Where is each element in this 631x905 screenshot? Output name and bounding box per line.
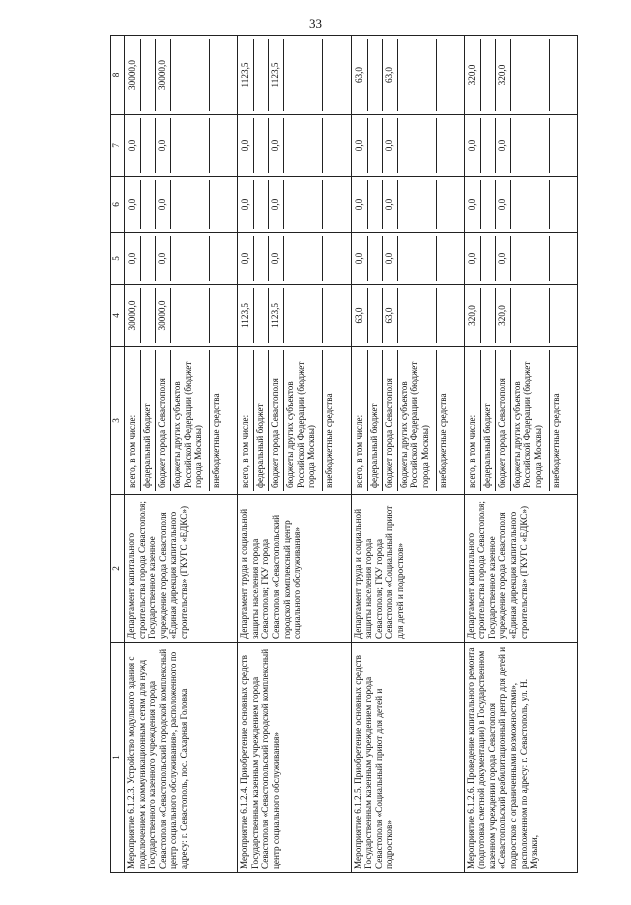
- rotated-table-frame: [110, 36, 578, 873]
- amount-value: 0,0: [466, 236, 481, 281]
- table-header: [111, 36, 125, 873]
- amount-value: [323, 118, 337, 173]
- funding-source-name: внебюджетные средства: [211, 393, 221, 488]
- amount-value: 1123,5: [239, 288, 254, 343]
- column-header-6: 6: [111, 177, 125, 233]
- amount-value: 0,0: [466, 180, 481, 229]
- amount-cell-8: [351, 36, 464, 115]
- amount-value: 0,0: [353, 236, 368, 281]
- amount-cell-7: [464, 115, 577, 177]
- executor-cell: Департамент капитального строительства города Севастополя; Государственное казенное учреждение города Севастополя «Единая дирекция капитального строительства» (ГКУГС «ЕДКС»): [464, 495, 577, 643]
- amount-value: [323, 288, 337, 343]
- table-row: [351, 36, 464, 873]
- table-region: [110, 36, 578, 873]
- amount-value: [323, 180, 337, 229]
- amount-value: 0,0: [496, 180, 511, 229]
- amount-value: [368, 236, 383, 281]
- amount-value: [284, 236, 323, 281]
- amount-value: 0,0: [156, 180, 171, 229]
- column-header-1: 1: [111, 643, 125, 873]
- funding-source-name: бюджет города Севастополя: [156, 350, 171, 491]
- amount-value: 63,0: [353, 39, 368, 111]
- amount-cell-4: [125, 285, 238, 347]
- funding-source-name: всего, в том числе:: [239, 350, 254, 491]
- amount-cell-7: [238, 115, 351, 177]
- amount-value: [210, 118, 224, 173]
- funding-source-name: всего, в том числе:: [353, 350, 368, 491]
- funding-source-name: федеральный бюджет: [254, 350, 269, 491]
- amount-value: 0,0: [383, 236, 398, 281]
- amount-value: [481, 288, 496, 343]
- amount-value: [210, 288, 224, 343]
- measure-cell: Мероприятие 6.1.2.4. Приобретение основных средств Государственным казенным учреждением города Севастополя «Севастопольский городской комплексный центр социального обслуживания»: [238, 643, 351, 873]
- amount-value: 0,0: [383, 180, 398, 229]
- amount-value: [368, 288, 383, 343]
- amount-value: [398, 236, 437, 281]
- executor-cell: Департамент капитального строительства города Севастополя; Государственное казенное учреждение города Севастополя «Единая дирекция капитального строительства» (ГКУГС «ЕДКС»): [125, 495, 238, 643]
- amount-value: [171, 118, 210, 173]
- amount-value: 0,0: [496, 118, 511, 173]
- funding-source-name: бюджеты других субъектов Российской Федерации (бюджет города Москвы): [398, 350, 437, 491]
- amount-value: 1123,5: [269, 39, 284, 111]
- amount-value: 0,0: [156, 236, 171, 281]
- amount-value: [368, 180, 383, 229]
- amount-value: 63,0: [353, 288, 368, 343]
- amount-value: 0,0: [239, 180, 254, 229]
- amount-value: 63,0: [383, 288, 398, 343]
- column-header-4: 4: [111, 285, 125, 347]
- amount-value: [254, 180, 269, 229]
- funding-source-name: федеральный бюджет: [368, 350, 383, 491]
- funding-source-cell: [351, 347, 464, 495]
- amount-value: 320,0: [466, 39, 481, 111]
- amount-cell-7: [351, 115, 464, 177]
- amount-value: 0,0: [353, 180, 368, 229]
- funding-source-name: федеральный бюджет: [141, 350, 156, 491]
- amount-cell-6: [238, 177, 351, 233]
- column-header-3: 3: [111, 347, 125, 495]
- amount-value: [511, 288, 550, 343]
- amount-value: [398, 118, 437, 173]
- table-row: [464, 36, 577, 873]
- amount-value: [550, 288, 564, 343]
- amount-cell-5: [125, 233, 238, 285]
- amount-value: 30000,0: [126, 288, 141, 343]
- amount-value: 320,0: [496, 39, 511, 111]
- amount-value: [171, 39, 210, 111]
- amount-value: 0,0: [126, 236, 141, 281]
- amount-value: [398, 288, 437, 343]
- funding-source-cell: [238, 347, 351, 495]
- funding-source-name: бюджет города Севастополя: [269, 350, 284, 491]
- funding-source-name: бюджеты других субъектов Российской Федерации (бюджет города Москвы): [511, 350, 550, 491]
- funding-source-name: федеральный бюджет: [481, 350, 496, 491]
- amount-value: [141, 39, 156, 111]
- amount-value: [284, 288, 323, 343]
- amount-value: [398, 39, 437, 111]
- amount-value: 30000,0: [126, 39, 141, 111]
- amount-value: [323, 236, 337, 281]
- amount-cell-6: [351, 177, 464, 233]
- amount-value: [254, 118, 269, 173]
- table-row: [125, 36, 238, 873]
- amount-value: [284, 180, 323, 229]
- column-header-5: 5: [111, 233, 125, 285]
- amount-cell-5: [238, 233, 351, 285]
- funding-source-name: всего, в том числе:: [466, 350, 481, 491]
- amount-value: [481, 39, 496, 111]
- amount-value: [550, 180, 564, 229]
- column-number-row: [111, 36, 125, 873]
- measure-cell: Мероприятие 6.1.2.5. Приобретение основных средств Государственным казенным учреждением города Севастополя «Социальный приют для детей и подростков»: [351, 643, 464, 873]
- amount-cell-6: [464, 177, 577, 233]
- amount-cell-8: [125, 36, 238, 115]
- funding-source-name: бюджеты других субъектов Российской Федерации (бюджет города Москвы): [171, 350, 210, 491]
- amount-value: [210, 39, 224, 111]
- amount-value: 0,0: [466, 118, 481, 173]
- amount-value: 0,0: [126, 118, 141, 173]
- amount-value: [210, 180, 224, 229]
- amount-value: [437, 288, 451, 343]
- amount-value: [511, 39, 550, 111]
- amount-value: [437, 39, 451, 111]
- funding-source-name: бюджет города Севастополя: [496, 350, 511, 491]
- amount-value: 0,0: [126, 180, 141, 229]
- table-body: [125, 36, 578, 873]
- amount-value: [437, 236, 451, 281]
- amount-cell-4: [351, 285, 464, 347]
- amount-value: 1123,5: [239, 39, 254, 111]
- amount-cell-7: [125, 115, 238, 177]
- amount-cell-8: [464, 36, 577, 115]
- amount-value: [171, 288, 210, 343]
- amount-value: [141, 288, 156, 343]
- amount-value: [398, 180, 437, 229]
- amount-value: [437, 118, 451, 173]
- amount-value: [550, 39, 564, 111]
- program-table: [110, 35, 578, 873]
- amount-value: [141, 180, 156, 229]
- amount-value: 0,0: [269, 118, 284, 173]
- amount-value: [284, 39, 323, 111]
- amount-value: 0,0: [269, 180, 284, 229]
- funding-source-name: внебюджетные средства: [550, 393, 561, 488]
- amount-value: [323, 39, 337, 111]
- amount-value: 0,0: [269, 236, 284, 281]
- funding-source-name: бюджеты других субъектов Российской Федерации (бюджет города Москвы): [284, 350, 323, 491]
- amount-value: [481, 118, 496, 173]
- column-header-7: 7: [111, 115, 125, 177]
- amount-value: [141, 118, 156, 173]
- amount-cell-4: [464, 285, 577, 347]
- amount-value: [368, 39, 383, 111]
- amount-value: [171, 180, 210, 229]
- funding-source-name: бюджет города Севастополя: [383, 350, 398, 491]
- amount-value: 63,0: [383, 39, 398, 111]
- amount-cell-5: [351, 233, 464, 285]
- amount-cell-5: [464, 233, 577, 285]
- amount-value: [481, 236, 496, 281]
- funding-source-name: всего, в том числе:: [126, 350, 141, 491]
- amount-value: 1123,5: [269, 288, 284, 343]
- amount-value: [254, 39, 269, 111]
- amount-value: [437, 180, 451, 229]
- amount-value: [511, 180, 550, 229]
- page-number: 33: [309, 16, 322, 31]
- amount-value: [368, 118, 383, 173]
- amount-value: 0,0: [156, 118, 171, 173]
- measure-cell: Мероприятие 6.1.2.3. Устройство модульного здания с подключением к коммуникационным сетям для нужд Государственного казенного учреждения города Севастополя «Севастопольский городской комплексный центр социального обслуживания», расположенного по адресу: г. Севастополь, пос. Сахарная Головка: [125, 643, 238, 873]
- amount-value: 320,0: [496, 288, 511, 343]
- amount-value: 0,0: [383, 118, 398, 173]
- amount-value: [210, 236, 224, 281]
- amount-value: 30000,0: [156, 288, 171, 343]
- amount-value: 0,0: [353, 118, 368, 173]
- amount-cell-4: [238, 285, 351, 347]
- amount-value: 0,0: [239, 118, 254, 173]
- amount-value: [284, 118, 323, 173]
- amount-value: [550, 118, 564, 173]
- funding-source-cell: [125, 347, 238, 495]
- amount-value: 0,0: [239, 236, 254, 281]
- amount-value: [171, 236, 210, 281]
- funding-source-name: внебюджетные средства: [324, 393, 335, 488]
- table-row: [238, 36, 351, 873]
- executor-cell: Департамент труда и социальной защиты населения города Севастополя; ГКУ города Севастополя «Севастопольский городской комплексный центр социального обслуживания»: [238, 495, 351, 643]
- amount-cell-8: [238, 36, 351, 115]
- funding-source-cell: [464, 347, 577, 495]
- amount-value: [141, 236, 156, 281]
- amount-value: 0,0: [496, 236, 511, 281]
- amount-value: 30000,0: [156, 39, 171, 111]
- executor-cell: Департамент труда и социальной защиты населения города Севастополя; ГКУ города Севастополя «Социальный приют для детей и подростков»: [351, 495, 464, 643]
- amount-value: 320,0: [466, 288, 481, 343]
- funding-source-name: внебюджетные средства: [437, 393, 448, 488]
- amount-cell-6: [125, 177, 238, 233]
- measure-cell: Мероприятие 6.1.2.6. Проведение капитального ремонта (подготовка сметной документации) в Государственном казенном учреждении города Севастополя «Севастопольский реабилитационный центр для детей и подростков с ограниченными возможностями», расположенном по адресу: г. Севастополь, ул. Н. Музыки,: [464, 643, 577, 873]
- amount-value: [511, 118, 550, 173]
- amount-value: [511, 236, 550, 281]
- amount-value: [254, 288, 269, 343]
- column-header-2: 2: [111, 495, 125, 643]
- amount-value: [550, 236, 564, 281]
- amount-value: [481, 180, 496, 229]
- column-header-8: 8: [111, 36, 125, 115]
- amount-value: [254, 236, 269, 281]
